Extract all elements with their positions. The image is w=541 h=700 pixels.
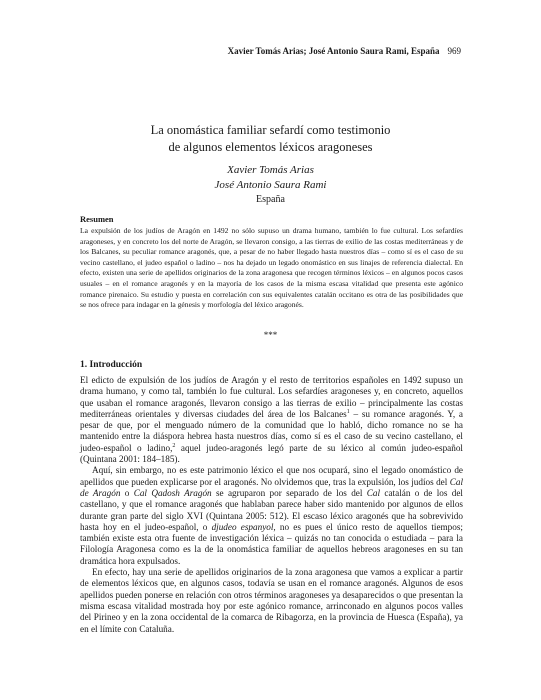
section-separator: *** — [263, 330, 278, 340]
running-head-authors: Xavier Tomás Arias; José Antonio Saura Rami, España — [227, 46, 440, 56]
paper-title — [0, 122, 541, 156]
running-head — [228, 46, 461, 56]
author-list — [0, 163, 541, 207]
title-block — [0, 122, 541, 207]
abstract-text: La expulsión de los judíos de Aragón en 1492 no sólo supuso un drama humano, también lo fue cultural. Los sefardíes aragoneses, y en concreto los del norte de Aragón, se llevaron consigo, a las tierras de exilio de las costas mediterráneas y de los Balcanes, su peculiar romance aragonés, que, a pesar de no haber llegado hasta nuestros días – como sí es el caso de su vecino castellano, el judeo español o ladino – nos ha dejado un legado onomástico en sus linajes de referencia dialectal. En efecto, existen una serie de apellidos originarios de la zona aragonesa que recogen términos léxicos – en algunos pocos casos usuales – en el romance aragonés y en la mayoría de los casos de la misma escasa vitalidad que presenta este agónico romance pirenaico. Su estudio y puesta en correlación con sus equivalentes catalán occitano es otra de las posibilidades que se nos ofrece para indagar en la génesis y morfología del léxico aragonés. — [80, 226, 463, 310]
p2-term-3: Cal — [366, 487, 381, 498]
p2-text-e: , no es pues el único resto de aquellos tiempos; también existe esta otra fuente de investigación léxica – quizás no tan conocida o estudiada – para la Filología Aragonesa como es la de la onomástica familiar de aquellos hebreos aragoneses en su tan dramática hora expulsados. — [80, 521, 463, 566]
section-heading: 1. Introducción — [80, 360, 143, 370]
p1-text-b: – su romance aragonés. Y, a pesar de que, por el menguado número de la comunidad que lo habló, dicho romance no se ha mantenido entre la diáspora hebrea hasta nuestros días, como sí es el caso de su vecino castellano, el judeo-español o ladino, — [80, 408, 463, 453]
paragraph-1 — [80, 375, 463, 465]
p2-text-b: o — [120, 487, 134, 498]
p1-text-c: aquel judeo-aragonés legó parte de su léxico al común judeo-español (Quintana 2001: 184–185). — [80, 442, 463, 465]
page-number: 969 — [447, 46, 461, 56]
p2-term-4: djudeo espanyol — [211, 521, 274, 532]
affiliation: España — [256, 194, 285, 205]
footnote-ref-1[interactable]: 1 — [346, 408, 350, 415]
abstract-heading: Resumen — [80, 214, 114, 224]
paragraph-2 — [80, 465, 463, 567]
p2-text-a: Aquí, sin embargo, no es este patrimonio léxico el que nos ocupará, sino el legado onomástico de apellidos que pueden explicarse por el aragonés. No olvidemos que, tras la expulsión, los judíos del — [80, 465, 463, 487]
p2-term-2: Cal Qadosh Aragón — [133, 487, 212, 498]
author-2: José Antonio Saura Rami — [214, 179, 327, 191]
p2-term-1: Cal de Aragón — [80, 476, 463, 498]
p2-text-c: se agruparon por separado de los del — [211, 487, 367, 498]
p1-text-a: El edicto de expulsión de los judíos de Aragón y el resto de territorios españoles en 1492 supuso un drama humano, y como tal, también lo fue cultural. Los sefardíes aragoneses y, en concreto, aquellos que usaban el romance aragonés, llevaron consigo a las tierras de exilio – principalmente las costas mediterráneas orientales y diversas ciudades del área de los Balcanes — [80, 375, 463, 419]
paragraph-3: En efecto, hay una serie de apellidos originarios de la zona aragonesa que vamos a explicar a partir de elementos léxicos que, en algunos casos, todavía se usan en el romance aragonés. Algunos de esos apellidos pueden ponerse en relación con otros términos aragoneses ya desaparecidos o que presentan la misma escasa vitalidad mostrada hoy por este agónico romance, arrinconado en algunos pocos valles del Pirineo y en la zona occidental de la comarca de Ribagorza, en la provincia de Huesca (España), ya en el límite con Cataluña. — [80, 567, 463, 634]
p2-text-d: catalán o de los del castellano, y que el romance aragonés que hablaban parece haber sido mantenido por algunos de ellos durante gran parte del siglo XVI (Quintana 2005: 512). El escaso léxico aragonés que ha sobrevivido hasta hoy en el judeo-español, o — [80, 487, 463, 532]
title-line-1: La onomástica familiar sefardí como testimonio — [150, 123, 391, 137]
title-line-2: de algunos elementos léxicos aragoneses — [168, 140, 373, 154]
footnote-ref-2[interactable]: 2 — [172, 442, 176, 449]
author-1: Xavier Tomás Arias — [227, 164, 314, 176]
body-text — [80, 375, 463, 635]
